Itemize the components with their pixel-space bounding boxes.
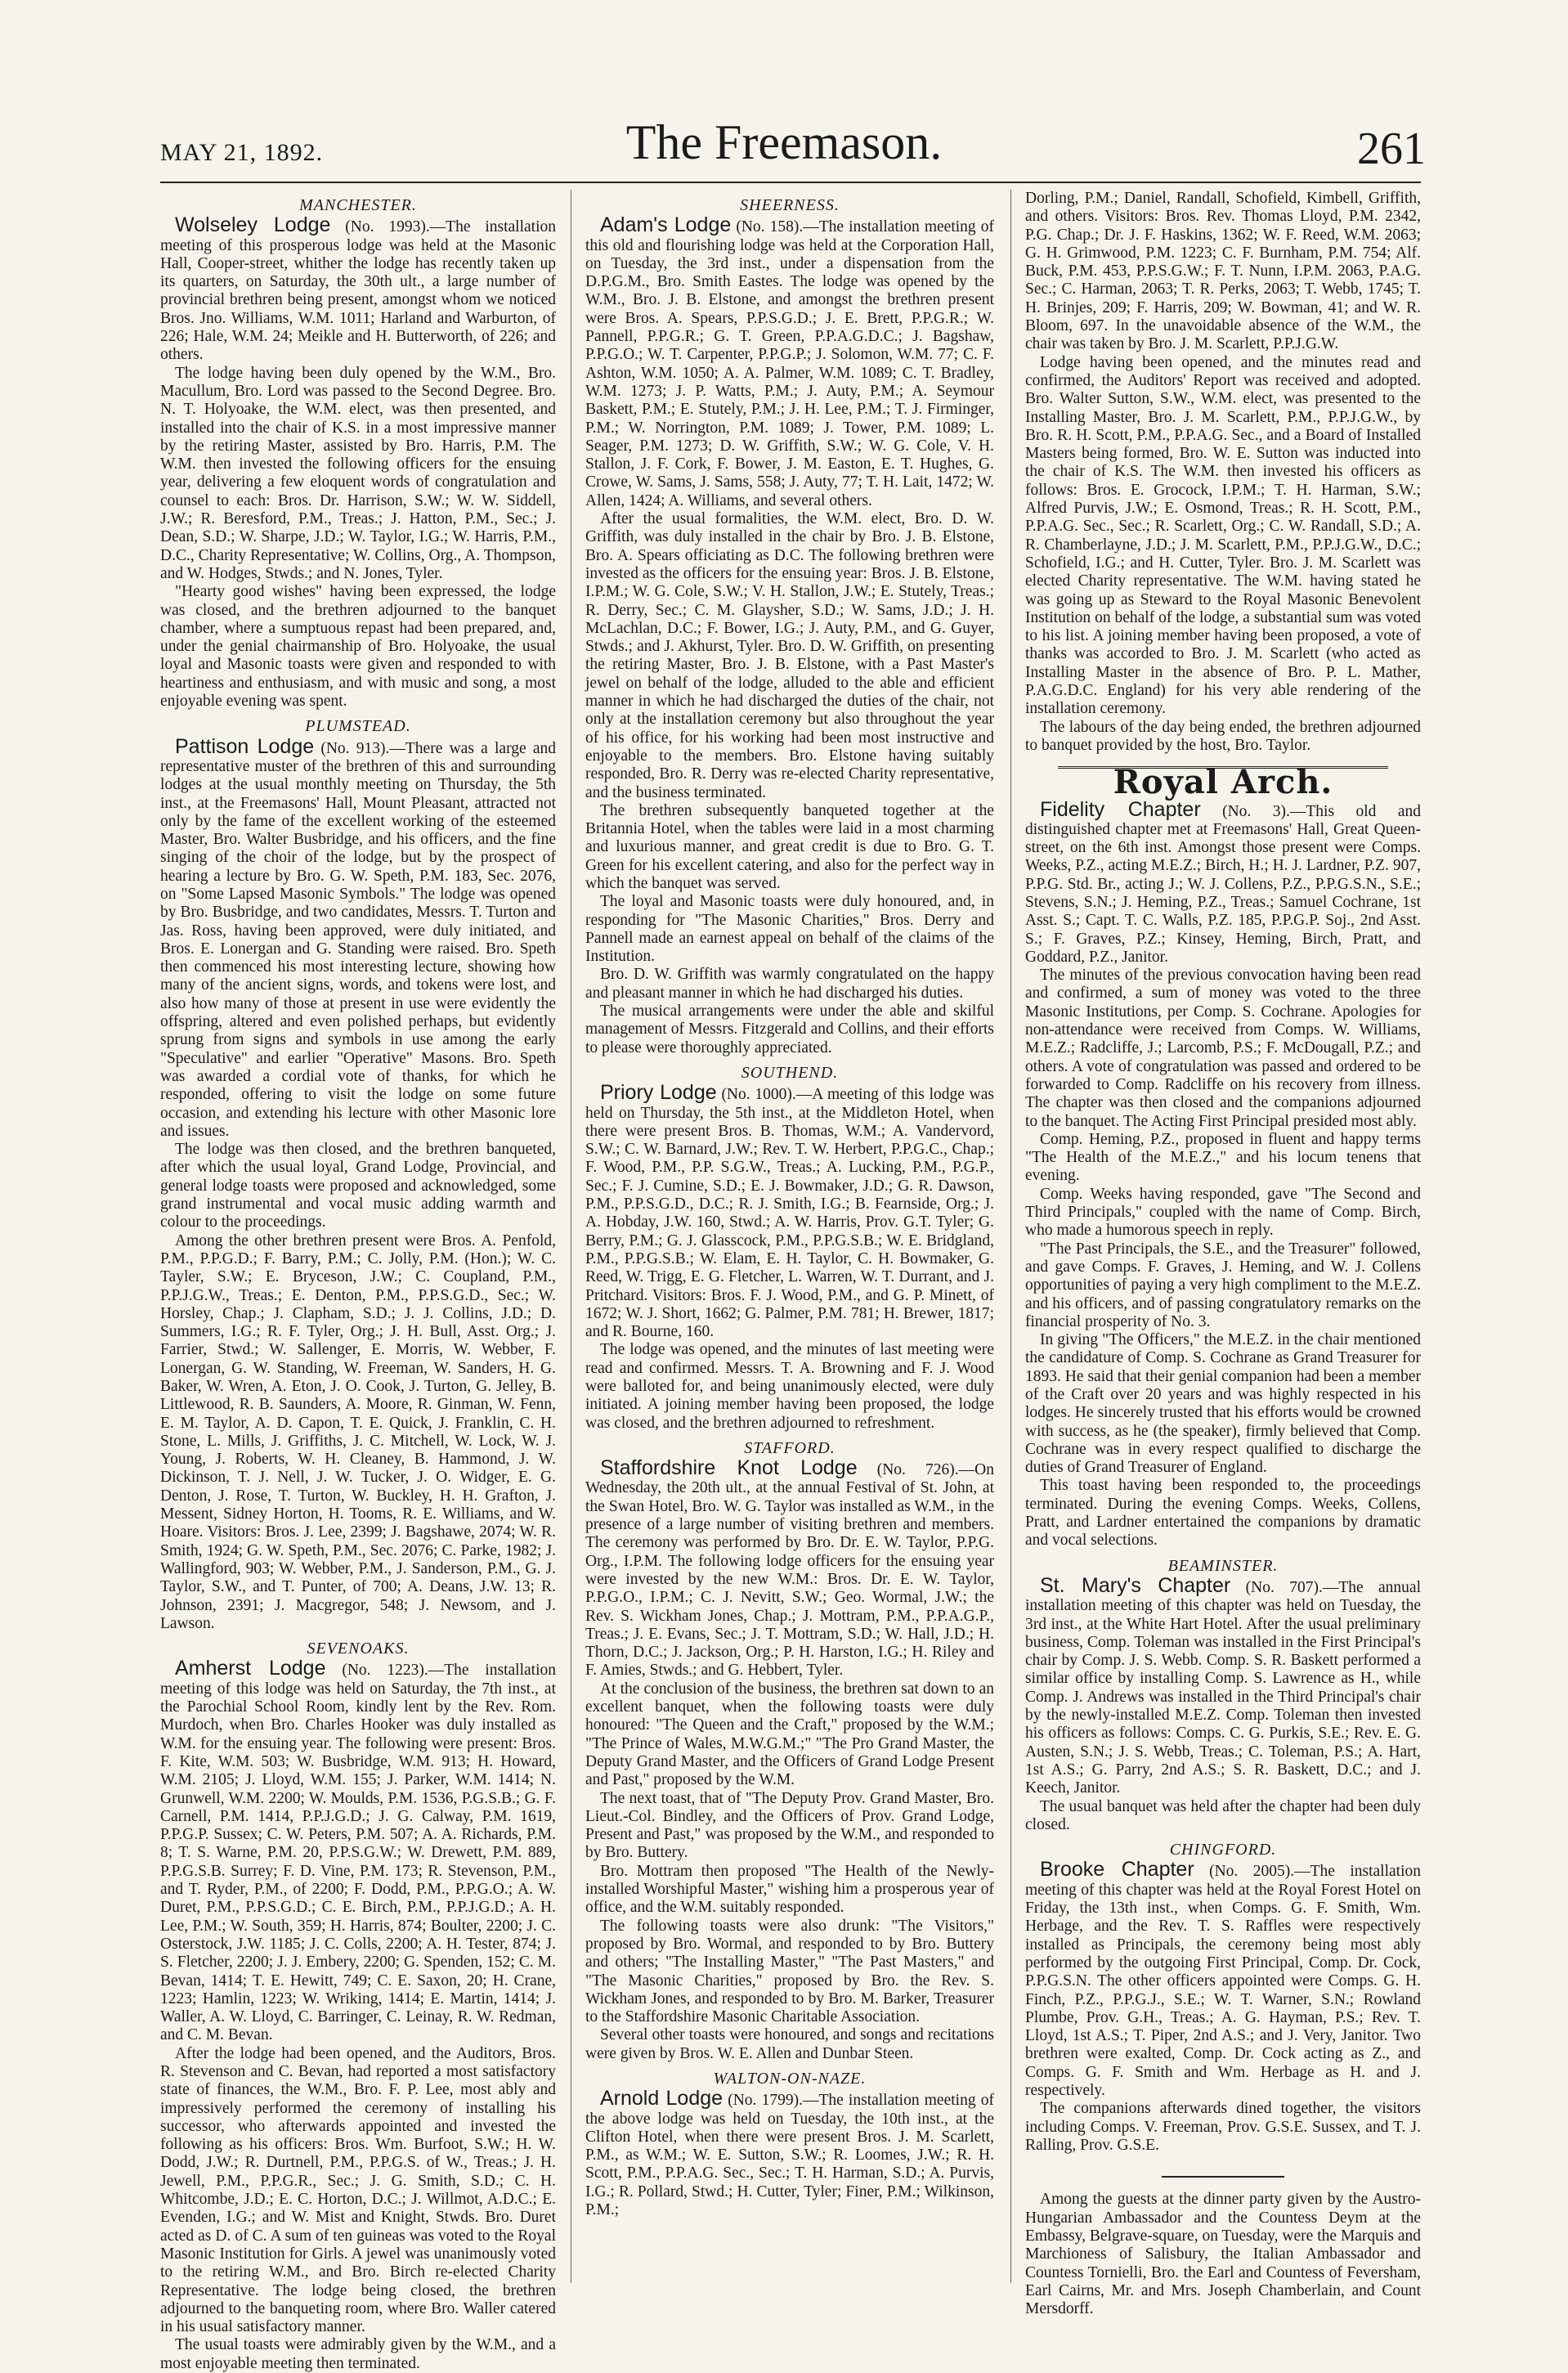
report-paragraph: The brethren subsequently banqueted together at the Britannia Hotel, when the tables were laid in a most charming and luxurious manner, and great credit is due to Bro. G. T. Green for his excellent catering, and also for the perfect way in which the banquet was served. — [585, 801, 994, 892]
report-paragraph: The lodge having been duly opened by the W.M., Bro. Macullum, Bro. Lord was passed to the Second Degree. Bro. N. T. Holyoake, the W.M. elect, was then presented, and installed into the chair of K.S. in a most impressive manner by the retiring Master, assisted by Bro. Harris, P.M. The W.M. then invested the following officers for the ensuing year, delivering a few eloquent words of congratulation and counsel to each: Bros. Dr. Harrison, S.W.; W. W. Siddell, J.W.; R. Beresford, P.M., Treas.; J. Hatton, P.M., Sec.; J. Dean, S.D.; W. Sharpe, J.D.; W. Taylor, I.G.; W. Harris, P.M., D.C., Charity Representative; W. Collins, Org., A. Thompson, and W. Hodges, Stwds.; and N. Jones, Tyler. — [160, 364, 556, 582]
lodge-name: Priory Lodge — [600, 1081, 717, 1105]
report-paragraph: Comp. Weeks having responded, gave "The Second and Third Principals," coupled with the name of Comp. Birch, who made a humorous speech in reply. — [1025, 1185, 1421, 1240]
report-paragraph: The labours of the day being ended, the brethren adjourned to banquet provided by the host, Bro. Taylor. — [1025, 718, 1421, 754]
lodge-name: Amherst Lodge — [175, 1657, 326, 1680]
lodge-intro-text: (No. 1993).—The installation meeting of this prosperous lodge was held at the Masonic Hall, Cooper-street, whither the lodge has recently taken up its quarters, on Saturday, the 30th ult., a large number of provincial brethren being present, amongst whom we noticed Bros. Jno. Williams, W.M. 1011; Harland and Warburton, of 226; Hale, W.M. 24; Meikle and H. Butterworth, of 226; and others. — [160, 218, 557, 364]
report-paragraph: Bro. Mottram then proposed "The Health of the Newly-installed Worshipful Master," wishing him a prosperous year of office, and the W.M. suitably responded. — [585, 1862, 994, 1917]
town-heading: SHEERNESS. — [740, 196, 840, 214]
newspaper-title: The Freemason. — [625, 115, 943, 169]
lodge-report-intro — [160, 1659, 556, 2044]
town-heading: MANCHESTER. — [299, 196, 417, 214]
town-heading: BEAMINSTER. — [1167, 1556, 1279, 1575]
lodge-report-intro — [585, 1083, 994, 1341]
town-heading: WALTON-ON-NAZE. — [713, 2069, 867, 2088]
report-paragraph: The usual banquet was held after the chapter had been duly closed. — [1025, 1797, 1421, 1833]
lodge-name: Staffordshire Knot Lodge — [600, 1456, 858, 1480]
chapter-intro-text: (No. 3).—This old and distinguished chapter met at Freemasons' Hall, Great Queen-street, on the 6th inst. Amongst those present were Comps. Weeks, P.Z., acting M.E.Z.; Birch, H.; H. J. Lardner, P.Z. 907, P.P.G. Std. Br., acting J.; W. J. Collens, P.Z., P.P.G.S.N., S.E.; Stevens, S.N.; J. Heming, P.Z., Treas.; Samuel Cochrane, 1st Asst. S.; Capt. T. C. Walls, P.Z. 185, P.P.G.P. Soj., 2nd Asst. S.; F. Graves, P.Z.; Kinsey, Heming, Birch, Pratt, and Goddard, P.Z., Janitor. — [1025, 802, 1422, 966]
lodge-name: Adam's Lodge — [600, 213, 732, 237]
section-divider-ornament — [1025, 2166, 1421, 2184]
lodge-intro-text: (No. 726).—On Wednesday, the 20th ult., at the annual Festival of St. John, at the Swan Hotel, Bro. W. G. Taylor was installed as W.M., in the presence of a large number of visiting brethren and members. The ceremony was performed by Bro. Dr. E. W. Taylor, P.P.G. Org., I.P.M. The following lodge officers for the ensuing year were invested by the new W.M.: Bros. Dr. E. W. Taylor, P.P.G.O., I.P.M.; C. J. Nevitt, S.W.; Geo. Wormal, J.W.; the Rev. S. Wickham Jones, Chap.; J. Mottram, P.M., P.P.A.G.P., Treas.; J. E. Evans, Sec.; J. T. Mottram, S.D.; W. Hall, J.D.; H. Thorn, D.C.; J. Jackson, Org.; P. H. Harston, I.G.; H. Riley and F. Amies, Stwds.; and G. Hebbert, Tyler. — [585, 1461, 995, 1680]
report-paragraph: Dorling, P.M.; Daniel, Randall, Schofield, Kimbell, Griffith, and others. Visitors: Bros. Rev. Thomas Lloyd, P.M. 2342, P.G. Chap.; Dr. J. F. Haskins, 1362; W. F. Reed, W.M. 2063; G. H. Grimwood, P.M. 1223; C. F. Burnham, P.M. 754; Alf. Buck, P.M. 453, P.P.S.G.W.; F. T. Nunn, I.P.M. 2063, P.A.G. Sec.; C. Harman, 2063; T. R. Perks, 2063; T. Webb, 1745; T. H. Brinjes, 209; F. Harris, 209; W. Bowman, 41; and W. R. Bloom, 697. In the unavoidable absence of the W.M., the chair was taken by Bro. J. M. Scarlett, P.P.J.G.W. — [1025, 190, 1421, 353]
lodge-name: Arnold Lodge — [600, 2087, 724, 2111]
column-divider — [1010, 190, 1011, 2283]
town-heading: SOUTHEND. — [741, 1063, 839, 1082]
royal-arch-heading: Royal Arch. — [1113, 763, 1333, 802]
report-paragraph: The minutes of the previous convocation having been read and confirmed, a sum of money was voted to the three Masonic Institutions, per Comp. S. Cochrane. Apologies for non-attendance were received from Comps. W. Williams, M.E.Z.; Radcliffe, J.; Larcomb, P.S.; F. McDougall, P.Z.; and others. A vote of congratulation was passed and ordered to be forwarded to Comp. Radcliffe on his recovery from illness. The chapter was then closed and the companions adjourned to the banquet. The Acting First Principal presided most ably. — [1025, 967, 1421, 1130]
lodge-report-intro — [160, 213, 557, 364]
town-heading: STAFFORD. — [744, 1438, 836, 1457]
report-paragraph: Bro. D. W. Griffith was warmly congratulated on the happy and pleasant manner in which he had discharged his duties. — [585, 966, 994, 1002]
chapter-name: Brooke Chapter — [1040, 1858, 1194, 1882]
lodge-report-intro — [160, 734, 556, 1142]
chapter-intro-text: (No. 2005).—The installation meeting of this chapter was held at the Royal Forest Hotel on Friday, the 13th inst., when Comps. G. F. Smith, Wm. Herbage, and the Rev. T. S. Raffles were respectively installed as Principals, the ceremony being most ably performed by the outgoing First Principal, Comp. Dr. Cock, P.P.G.S.N. The other officers appointed were Comps. G. H. Finch, P.Z., P.P.G.J., S.E.; W. T. Warner, S.N.; Rowland Plumbe, Prov. G.H., Treas.; A. G. Hayman, P.S.; Rev. T. Lloyd, 1st A.S.; T. Piper, 2nd A.S.; and J. Very, Janitor. Two brethren were exalted, Comp. Dr. Cock acting as Z., and Comps. G. F. Smith and Wm. Herbage as H. and J. respectively. — [1025, 1863, 1421, 2099]
lodge-report-intro — [585, 2089, 994, 2219]
report-paragraph: The companions afterwards dined together, the visitors including Comps. V. Freeman, Prov. G.S.E. Sussex, and T. J. Ralling, Prov. G.S.E. — [1025, 2100, 1421, 2154]
masthead-rule — [160, 182, 1421, 183]
chapter-report-intro — [1025, 1860, 1421, 2100]
column-2 — [585, 190, 994, 2283]
report-paragraph: After the lodge had been opened, and the Auditors, Bros. R. Stevenson and C. Bevan, had reported a most satisfactory state of finances, the W.M., Bro. F. P. Lee, most ably and impressively performed the ceremony of installing his successor, who afterwards appointed and invested the following as his officers: Bros. Wm. Burfoot, S.W.; H. W. Dodd, J.W.; R. Durtnell, P.M., P.P.G.S. of W., Treas.; J. H. Jewell, P.M., P.P.G.R., Sec.; J. G. Smith, S.D.; C. H. Whitcombe, J.D.; E. C. Horton, D.C.; J. Willmot, A.D.C.; E. Evenden, I.G.; and W. Mist and Knight, Stwds. Bro. Duret acted as D. of C. A sum of ten guineas was voted to the Royal Masonic Institution for Girls. A jewel was unanimously voted to the retiring W.M., and Bro. Birch re-elected Charity Representative. The lodge being closed, the brethren adjourned to the banqueting room, where Bro. Waller catered in his usual satisfactory manner. — [160, 2044, 556, 2336]
town-heading: CHINGFORD. — [1169, 1841, 1277, 1859]
lodge-intro-text: (No. 158).—The installation meeting of this old and flourishing lodge was held at the Corporation Hall, on Tuesday, the 3rd inst., under a dispensation from the D.P.G.M., Bro. Smith Eastes. The lodge was opened by the W.M., Bro. J. B. Elstone, and amongst the brethren present were Bros. A. Spears, P.P.S.G.D.; J. E. Brett, P.P.G.R.; W. Pannell, P.P.G.R.; G. T. Green, P.P.A.G.D.C.; J. Bagshaw, P.P.G.O.; W. T. Carpenter, P.P.G.P.; J. Solomon, W.M. 77; C. F. Ashton, W.M. 1050; A. A. Palmer, W.M. 1089; C. T. Bradley, W.M. 1273; J. P. Watts, P.M.; J. Auty, P.M.; A. Seymour Baskett, P.M.; E. Stutely, P.M.; J. H. Lee, P.M.; T. J. Firminger, P.M.; W. Norrington, P.M. 1089; J. Tower, P.M. 1089; L. Seager, P.M. 1273; D. W. Griffith, S.W.; W. G. Cole, V. H. Stallon, J. F. Cork, F. Bower, J. M. Easton, E. T. Hughes, G. Crowe, W. Sams, J. Sams, 558; J. Auty, 77; T. H. Lait, 1472; W. Allen, 1424; A. Williams, and several others. — [585, 218, 994, 509]
page-number: 261 — [1357, 123, 1426, 174]
report-paragraph: The following toasts were also drunk: "The Visitors," proposed by Bro. Wormal, and responded to by Bro. Buttery and others; "The Installing Master," "The Past Masters," and "The Masonic Charities," proposed by Bro. the Rev. S. Wickham Jones, and responded to by Bro. M. Barker, Treasurer to the Staffordshire Masonic Charitable Association. — [585, 1917, 994, 2026]
chapter-name: St. Mary's Chapter — [1040, 1573, 1231, 1597]
report-paragraph: "The Past Principals, the S.E., and the Treasurer" followed, and gave Comps. F. Graves, J. Heming, and W. J. Collens opportunities of paying a very high compliment to the M.E.Z. and his officers, and of passing congratulatory remarks on the financial prosperity of No. 3. — [1025, 1240, 1421, 1330]
issue-date: MAY 21, 1892. — [160, 139, 324, 166]
report-paragraph: This toast having been responded to, the proceedings terminated. During the evening Comps. Weeks, Collens, Pratt, and Lardner entertained the companions by dramatic and vocal selections. — [1025, 1477, 1421, 1550]
town-heading: SEVENOAKS. — [307, 1640, 410, 1658]
lodge-report-intro — [585, 1456, 995, 1680]
lodge-intro-text: (No. 1799).—The installation meeting of the above lodge was held on Tuesday, the 10th inst., at the Clifton Hotel, when there were present Bros. J. M. Scarlett, P.M., as W.M.; W. E. Sutton, S.W.; R. Loomes, J.W.; R. H. Scott, P.M., P.P.A.G. Sec., Sec.; T. H. Harman, S.D.; A. Purvis, I.G.; R. Pollard, Stwd.; H. Cutter, Tyler; Finer, P.M.; Wilkinson, P.M.; — [585, 2092, 994, 2219]
report-paragraph: The usual toasts were admirably given by the W.M., and a most enjoyable meeting then terminated. — [160, 2336, 556, 2372]
report-paragraph: The musical arrangements were under the able and skilful management of Messrs. Fitzgerald and Collins, and their efforts to please were thoroughly appreciated. — [585, 1003, 994, 1056]
chapter-name: Fidelity Chapter — [1040, 797, 1201, 821]
lodge-intro-text: (No. 1223).—The installation meeting of this lodge was held on Saturday, the 7th inst., at the Parochial School Room, kindly lent by the Rev. Rom. Murdoch, when Bro. Charles Hooker was duly installed as W.M. for the ensuing year. The following were present: Bros. F. Kite, W.M. 503; W. Busbridge, W.M. 913; H. Howard, W.M. 2105; J. Lloyd, W.M. 155; J. Parker, W.M. 1414; N. Grunwell, W.M. 2200; W. Moulds, P.M. 1536, P.G.S.B.; G. F. Carnell, P.M. 1414, P.P.J.G.D.; J. G. Calway, P.M. 1619, P.P.G.P. Sussex; C. W. Peters, P.M. 507; A. A. Richards, P.M. 8; T. S. Warne, P.M. 20, P.P.S.G.W.; W. Drewett, P.M. 889, P.P.G.S.B. Surrey; F. D. Vine, P.M. 173; R. Stevenson, P.M., and T. Ryder, P.M., of 2200; F. Dodd, P.M., P.P.G.O.; A. W. Duret, P.M., P.P.S.G.D.; C. E. Birch, P.M., P.P.J.G.D.; A. H. Lee, P.M.; W. South, 359; H. Harris, 874; Boulter, 2200; J. C. Osterstock, J.W. 1185; J. C. Colls, 2200; A. H. Tester, 874; J. S. Fletcher, 2200; J. J. Embery, 2200; G. Spenden, 152; C. M. Bevan, 1414; T. E. Hewitt, 749; C. E. Saxon, 20; H. Crane, 1223; Hamlin, 1223; W. Wriking, 1414; E. Martin, 1414; J. Waller, A. W. Lloyd, C. Barringer, C. Leinay, R. W. Redman, and C. M. Bevan. — [160, 1662, 557, 2044]
town-heading: PLUMSTEAD. — [305, 717, 411, 736]
lodge-name: Pattison Lodge — [175, 734, 315, 758]
lodge-intro-text: (No. 1000).—A meeting of this lodge was held on Thursday, the 5th inst., at the Middleton Hotel, when there were present Bros. B. Thomas, W.M.; A. Vandervord, S.W.; C. W. Barnard, J.W.; Rev. T. W. Herbert, P.P.G.C., Chap.; F. Wood, P.M., P.P. S.G.W., Treas.; A. Lucking, P.M., P.G.P., Sec.; F. J. Cumine, S.D.; E. J. Bowmaker, J.D.; G. R. Dawson, P.M., P.P.S.G.D., D.C.; R. J. Smith, I.G.; B. Fearnside, Org.; J. A. Hobday, J.W. 160, Stwd.; A. W. Harris, Prov. G.T. Tyler; G. Berry, P.M.; G. J. Glasscock, P.M., P.P.G.S.B.; W. E. Bridgland, P.M., P.P.G.S.B.; W. Elam, E. H. Taylor, C. H. Bowmaker, G. Reed, W. Trigg, E. G. Fletcher, L. Warren, W. T. Durrant, and J. Pritchard. Visitors: Bros. F. J. Wood, P.M., and G. P. Minett, of 1672; W. J. Short, 1662; G. Palmer, P.M. 781; H. Brewer, 1817; and R. Bourne, 160. — [585, 1086, 995, 1341]
report-paragraph: The loyal and Masonic toasts were duly honoured, and, in responding for "The Masonic Charities," Bros. Derry and Pannell made an earnest appeal on behalf of the claims of the Institution. — [585, 893, 994, 966]
report-paragraph: At the conclusion of the business, the brethren sat down to an excellent banquet, when the following toasts were duly honoured: "The Queen and the Craft," proposed by the W.M.; "The Prince of Wales, M.W.G.M.;" "The Pro Grand Master, the Deputy Grand Master, and the Officers of Grand Lodge Present and Past," proposed by the W.M. — [585, 1680, 994, 1789]
report-paragraph: Comp. Heming, P.Z., proposed in fluent and happy terms "The Health of the M.E.Z.," and his locum tenens that evening. — [1025, 1130, 1421, 1185]
lodge-report-intro — [585, 213, 994, 510]
lodge-name: Wolseley Lodge — [175, 213, 331, 237]
report-paragraph: The next toast, that of "The Deputy Prov. Grand Master, Bro. Lieut.-Col. Bindley, and the Officers of Prov. Grand Lodge, Present and Past," was proposed by the W.M., and responded to by Bro. Buttery. — [585, 1789, 994, 1862]
chapter-report-intro — [1025, 797, 1422, 967]
report-paragraph: Among the guests at the dinner party given by the Austro-Hungarian Ambassador and the Countess Deym at the Embassy, Belgrave-square, on Tuesday, were the Marquis and Marchioness of Salisbury, the Italian Ambassador and Countess Tornielli, Bro. the Earl and Countess of Feversham, Earl Cairns, Mr. and Mrs. Joseph Chamberlain, and Count Mersdorff. — [1025, 2191, 1421, 2318]
lodge-intro-text: (No. 913).—There was a large and representative muster of the brethren of this and surrounding lodges at the usual monthly meeting on Thursday, the 5th inst., at the Freemasons' Hall, Mount Pleasant, attracted not only by the fame of the excellent working of the esteemed Master, Bro. Walter Busbridge, and his officers, and the fine singing of the choir of the lodge, but by the prospect of hearing a lecture by Bro. G. W. Speth, P.M. 183, Sec. 2076, on "Some Lapsed Masonic Symbols." The lodge was opened by Bro. Busbridge, and two candidates, Messrs. T. Turton and Jas. Ross, having been approved, were duly initiated, and Bros. E. Lonergan and G. Standing were raised. Bro. Speth then commenced his most interesting lecture, showing how many of the ancient signs, words, and tokens were lost, and also how many of those at present in use were evidently the offspring, altered and even polished perhaps, but evidently sprung from signs and symbols in use among the early "Speculative" and earlier "Operative" Masons. Bro. Speth was awarded a cordial vote of thanks, for which he responded, offering to visit the lodge on some future occasion, and extending his lecture with other Masonic lore and issues. — [160, 739, 556, 1140]
report-paragraph: The lodge was opened, and the minutes of last meeting were read and confirmed. Messrs. T. A. Browning and F. J. Wood were balloted for, and being unanimously elected, were duly initiated. A joining member having been proposed, the lodge was closed, and the brethren adjourned to refreshment. — [585, 1341, 994, 1432]
report-paragraph: In giving "The Officers," the M.E.Z. in the chair mentioned the candidature of Comp. S. Cochrane as Grand Treasurer for 1893. He said that their genial companion had been a member of the Craft over 20 years and was highly respected in his lodges. He sincerely trusted that his efforts would be crowned with success, as he (the speaker), firmly believed that Comp. Cochrane was in every respect qualified to discharge the duties of Grand Treasurer of England. — [1025, 1331, 1421, 1477]
column-3 — [1025, 190, 1422, 2318]
report-paragraph: "Hearty good wishes" having been expressed, the lodge was closed, and the brethren adjourned to the banquet chamber, where a sumptuous repast had been prepared, and, under the genial chairmanship of Bro. Holyoake, the usual loyal and Masonic toasts were given and responded to with heartiness and enthusiasm, and with music and song, a most enjoyable evening was spent. — [160, 583, 556, 711]
chapter-intro-text: (No. 707).—The annual installation meeting of this chapter was held on Tuesday, the 3rd inst., at the White Hart Hotel. After the usual preliminary business, Comp. Toleman was installed in the First Principal's chair by Comp. J. S. Webb. Comp. S. R. Baskett performed a similar office by installing Comp. S. Lawrence as H., while Comp. J. Andrews was installed in the Third Principal's chair by the newly-installed M.E.Z. Comp. Toleman then invested his officers as follows: Comps. C. G. Purkis, S.E.; Rev. E. G. Austen, S.N.; J. S. Webb, Treas.; C. Toleman, P.S.; A. Hart, 1st A.S.; G. Parry, 2nd A.S.; S. R. Baskett, D.C.; and J. Keech, Janitor. — [1025, 1578, 1421, 1797]
chapter-report-intro — [1025, 1573, 1421, 1798]
report-paragraph: Among the other brethren present were Bros. A. Penfold, P.M., P.P.G.D.; F. Barry, P.M.; C. Jolly, P.M. (Hon.); W. C. Tayler, S.W.; E. Bryceson, J.W.; C. Coupland, P.M., P.P.J.G.W., Treas.; E. Denton, P.M., P.P.S.G.D., Sec.; W. Horsley, Chap.; J. Clapham, S.D.; J. J. Collins, J.D.; D. Summers, I.G.; R. F. Tyler, Org.; J. H. Bull, Asst. Org.; J. Farrier, Stwd.; W. Sallenger, E. Morris, W. Webber, F. Lonergan, G. W. Standing, W. Freeman, W. Sanders, H. G. Baker, W. Wren, A. Eton, J. O. Cook, J. Turton, G. Jelley, B. Littlewood, R. B. Saunders, A. Moore, R. Ginman, W. Fenn, E. M. Taylor, A. D. Capon, T. E. Quick, J. Franklin, C. H. Stone, L. Mills, J. Griffiths, J. C. Mitchell, W. Lock, W. J. Young, J. Roberts, W. H. Cleaney, B. Hammond, J. W. Dickinson, T. J. Nell, J. W. Tucker, J. O. Widger, E. G. Denton, J. Rose, T. Turton, W. Buckley, H. H. Grafton, J. Messent, Sidney Horton, H. Tooms, R. E. Williams, and W. Hoare. Visitors: Bros. J. Lee, 2399; J. Bagshawe, 2074; W. R. Smith, 1924; G. W. Speth, P.M., Sec. 2076; C. Parke, 1982; J. Wallingford, 903; W. Webber, P.M., J. Sanderson, P.M., G. J. Taylor, S.W., and T. Punter, of 700; A. Deans, J.W. 13; R. Johnson, 2391; J. Macgregor, 548; J. Newsom, and J. Lawson. — [160, 1231, 556, 1632]
column-1 — [160, 190, 557, 2372]
report-paragraph: Several other toasts were honoured, and songs and recitations were given by Bros. W. E. Allen and Dunbar Steen. — [585, 2026, 994, 2062]
report-paragraph: After the usual formalities, the W.M. elect, Bro. D. W. Griffith, was duly installed in the chair by Bro. J. B. Elstone, Bro. A. Spears officiating as D.C. The following brethren were invested as the officers for the ensuing year: Bros. J. B. Elstone, I.P.M.; W. G. Cole, S.W.; V. H. Stallon, J.W.; E. Stutely, Treas.; R. Derry, Sec.; C. M. Glaysher, S.D.; W. Sams, J.D.; J. H. McLachlan, D.C.; F. Bower, I.G.; J. Auty, P.M., and G. Guyer, Stwds.; and J. Akhurst, Tyler. Bro. D. W. Griffith, on presenting the retiring Master, Bro. J. B. Elstone, with a Past Master's jewel on behalf of the lodge, alluded to the able and efficient manner in which he had discharged the duties of the chair, not only at the installation ceremony but also throughout the year of his office, for his working had been most instructive and enjoyable to the members. Bro. Elstone having suitably responded, Bro. R. Derry was re-elected Charity representative, and the business terminated. — [585, 510, 994, 801]
report-paragraph: The lodge was then closed, and the brethren banqueted, after which the usual loyal, Grand Lodge, Provincial, and general lodge toasts were proposed and acknowledged, some grand instrumental and vocal music adding warmth and colour to the proceedings. — [160, 1141, 556, 1231]
report-paragraph: Lodge having been opened, and the minutes read and confirmed, the Auditors' Report was received and adopted. Bro. Walter Sutton, S.W., W.M. elect, was presented to the Installing Master, Bro. J. M. Scarlett, P.M., P.P.J.G.W., by Bro. R. H. Scott, P.M., P.P.A.G. Sec., and a Board of Installed Masters being formed, Bro. W. E. Sutton was inducted into the chair of K.S. The W.M. then invested his officers as follows: Bros. E. Grocock, I.P.M.; T. H. Harman, S.W.; Alfred Purvis, J.W.; E. Osmond, Treas.; R. H. Scott, P.M., P.P.A.G. Sec., Sec.; R. Scarlett, Org.; C. W. Randall, S.D.; A. R. Chamberlayne, J.D.; J. M. Scarlett, P.M., P.P.J.G.W., D.C.; Schofield, I.G.; and H. Cutter, Tyler. Bro. J. M. Scarlett was elected Charity representative. The W.M. having stated he was going up as Steward to the Royal Masonic Benevolent Institution on behalf of the lodge, a substantial sum was voted to his list. A joining member having been proposed, a vote of thanks was accorded to Bro. J. M. Scarlett (who acted as Installing Master in the absence of Bro. P. L. Mather, P.A.G.D.C. England) for his very able rendering of the installation ceremony. — [1025, 353, 1421, 718]
masthead — [0, 0, 1568, 188]
